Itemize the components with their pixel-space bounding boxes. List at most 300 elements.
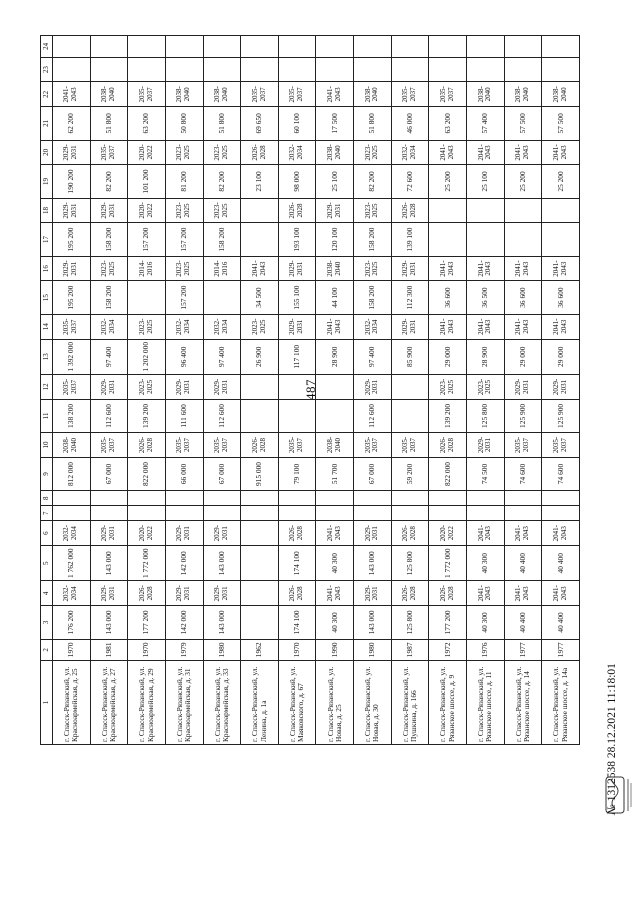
cost-cell: 29 000: [542, 339, 580, 375]
period-cell: 2026-2028: [278, 581, 316, 606]
period-cell: [467, 36, 505, 58]
cost-cell: 40 400: [504, 606, 542, 639]
cost-cell: 157 200: [165, 281, 203, 314]
cost-cell: 82 200: [203, 165, 241, 198]
period-cell: [429, 198, 467, 223]
period-cell: 2029-2031: [53, 198, 91, 223]
build-year-cell: 1981: [90, 639, 128, 661]
cost-cell: 67 000: [90, 457, 128, 490]
cost-cell: 63 200: [128, 107, 166, 140]
address-cell: г. Спасск-Рязанский, ул. Рязанское шоссе, д. 14: [504, 661, 542, 745]
column-header: 8: [41, 491, 53, 506]
period-cell: [504, 36, 542, 58]
build-year-cell: 1990: [316, 639, 354, 661]
cost-cell: 62 200: [53, 107, 91, 140]
period-cell: 2041-2043: [467, 521, 505, 546]
build-year-cell: 1962: [241, 639, 279, 661]
period-cell: 2032-2034: [391, 140, 429, 165]
build-year-cell: 1970: [128, 639, 166, 661]
cost-cell: 1 772 000: [429, 546, 467, 582]
cost-cell: [542, 57, 580, 82]
cost-cell: 40 400: [542, 606, 580, 639]
cost-cell: 57 500: [542, 107, 580, 140]
build-year-cell: 1970: [278, 639, 316, 661]
cost-cell: 36 600: [429, 281, 467, 314]
address-cell: г. Спасск-Рязанский, ул. Красноармейская, д. 31: [165, 661, 203, 745]
cost-cell: [467, 223, 505, 256]
period-cell: [278, 491, 316, 506]
cost-cell: 112 300: [391, 281, 429, 314]
cost-cell: 195 200: [53, 223, 91, 256]
period-cell: 2041-2043: [429, 140, 467, 165]
period-cell: 2029-2031: [90, 521, 128, 546]
cost-cell: 193 100: [278, 223, 316, 256]
period-cell: 2029-2031: [354, 521, 392, 546]
period-cell: 2029-2031: [316, 198, 354, 223]
period-cell: 2035-2037: [128, 82, 166, 107]
period-cell: 2035-2037: [90, 433, 128, 458]
cost-cell: [391, 399, 429, 432]
cost-cell: [128, 281, 166, 314]
period-cell: 2032-2034: [90, 314, 128, 339]
cost-cell: [429, 57, 467, 82]
cost-cell: 26 900: [241, 339, 279, 375]
cost-cell: [203, 506, 241, 521]
period-cell: 2023-2025: [203, 198, 241, 223]
cost-cell: [467, 506, 505, 521]
period-cell: 2041-2043: [53, 82, 91, 107]
cost-cell: 157 200: [165, 223, 203, 256]
period-cell: 2041-2043: [316, 581, 354, 606]
period-cell: [241, 375, 279, 400]
cost-cell: 60 100: [278, 107, 316, 140]
period-cell: 2035-2037: [278, 82, 316, 107]
period-cell: 2041-2043: [504, 314, 542, 339]
cost-cell: 158 200: [354, 223, 392, 256]
period-cell: [316, 491, 354, 506]
table-row: [128, 36, 166, 745]
cost-cell: [241, 57, 279, 82]
column-header: 2: [41, 639, 53, 661]
period-cell: 2023-2025: [429, 375, 467, 400]
period-cell: 2041-2043: [504, 521, 542, 546]
cost-cell: 57 500: [504, 107, 542, 140]
column-header: 12: [41, 375, 53, 400]
cost-cell: [53, 57, 91, 82]
period-cell: 2041-2043: [241, 256, 279, 281]
period-cell: 2035-2037: [429, 82, 467, 107]
period-cell: 2041-2043: [542, 256, 580, 281]
cost-cell: 28 900: [467, 339, 505, 375]
period-cell: 2026-2028: [241, 433, 279, 458]
period-cell: 2038-2040: [316, 140, 354, 165]
column-header: 14: [41, 314, 53, 339]
period-cell: 2035-2037: [278, 433, 316, 458]
period-cell: 2026-2028: [128, 433, 166, 458]
cost-cell: 143 000: [354, 606, 392, 639]
cost-cell: 143 000: [90, 546, 128, 582]
period-cell: 2029-2031: [467, 433, 505, 458]
period-cell: [542, 36, 580, 58]
cost-cell: 57 400: [467, 107, 505, 140]
cost-cell: 177 200: [429, 606, 467, 639]
table-row: [542, 36, 580, 745]
period-cell: 2023-2025: [165, 256, 203, 281]
build-year-cell: 1972: [429, 639, 467, 661]
period-cell: 2023-2025: [165, 198, 203, 223]
table-row: [391, 36, 429, 745]
table-row: [504, 36, 542, 745]
period-cell: [241, 521, 279, 546]
period-cell: 2041-2043: [316, 521, 354, 546]
period-cell: 2029-2031: [165, 375, 203, 400]
period-cell: 2029-2031: [90, 198, 128, 223]
build-year-cell: 1976: [467, 639, 505, 661]
cost-cell: 40 400: [542, 546, 580, 582]
period-cell: 2026-2028: [429, 433, 467, 458]
period-cell: [391, 36, 429, 58]
period-cell: 2038-2040: [504, 82, 542, 107]
period-cell: 2026-2028: [278, 198, 316, 223]
address-cell: г. Спасск-Рязанский, ул. Рязанское шоссе, д. 9: [429, 661, 467, 745]
period-cell: 2029-2031: [203, 581, 241, 606]
cost-cell: [90, 506, 128, 521]
cost-cell: 112 600: [203, 399, 241, 432]
column-header: 7: [41, 506, 53, 521]
build-year-cell: 1970: [53, 639, 91, 661]
build-year-cell: 1980: [203, 639, 241, 661]
cost-cell: 139 200: [429, 399, 467, 432]
period-cell: 2041-2043: [467, 581, 505, 606]
cost-cell: [165, 506, 203, 521]
period-cell: [90, 491, 128, 506]
column-header: 24: [41, 36, 53, 58]
period-cell: 2029-2031: [278, 314, 316, 339]
cost-cell: 158 200: [354, 281, 392, 314]
cost-cell: 158 200: [90, 223, 128, 256]
period-cell: [128, 36, 166, 58]
cost-cell: 67 000: [203, 457, 241, 490]
cost-cell: 1 392 000: [53, 339, 91, 375]
period-cell: 2035-2037: [165, 433, 203, 458]
cost-cell: [316, 57, 354, 82]
period-cell: [467, 198, 505, 223]
period-cell: 2041-2043: [467, 256, 505, 281]
table-row: [354, 36, 392, 745]
period-cell: [278, 375, 316, 400]
period-cell: [278, 36, 316, 58]
period-cell: 2029-2031: [391, 314, 429, 339]
period-cell: 2026-2028: [278, 521, 316, 546]
table-row: [278, 36, 316, 745]
cost-cell: 74 600: [542, 457, 580, 490]
period-cell: 2026-2028: [128, 581, 166, 606]
period-cell: [128, 491, 166, 506]
period-cell: [542, 198, 580, 223]
table-row: [429, 36, 467, 745]
cost-cell: 25 100: [467, 165, 505, 198]
cost-cell: 812 000: [53, 457, 91, 490]
cost-cell: 25 200: [542, 165, 580, 198]
cost-cell: [391, 57, 429, 82]
period-cell: 2038-2040: [90, 82, 128, 107]
number-sign: №: [606, 804, 618, 815]
period-cell: 2029-2031: [53, 140, 91, 165]
cost-cell: 142 000: [165, 546, 203, 582]
cost-cell: 40 300: [467, 546, 505, 582]
cost-cell: 125 800: [391, 606, 429, 639]
period-cell: 2029-2031: [53, 256, 91, 281]
cost-cell: [354, 57, 392, 82]
cost-cell: 63 200: [429, 107, 467, 140]
period-cell: [203, 36, 241, 58]
build-year-cell: 1987: [391, 639, 429, 661]
cost-cell: [278, 57, 316, 82]
cost-cell: [429, 223, 467, 256]
cost-cell: 74 500: [467, 457, 505, 490]
period-cell: 2041-2043: [429, 314, 467, 339]
cost-cell: [278, 399, 316, 432]
column-header: 13: [41, 339, 53, 375]
period-cell: 2029-2031: [504, 375, 542, 400]
cost-cell: 125 900: [542, 399, 580, 432]
address-cell: г. Спасск-Рязанский, ул. Рязанское шоссе, д. 11: [467, 661, 505, 745]
cost-cell: [53, 506, 91, 521]
cost-cell: 82 200: [90, 165, 128, 198]
period-cell: 2035-2037: [354, 433, 392, 458]
cost-cell: [429, 506, 467, 521]
address-cell: г. Спасск-Рязанский, ул. Красноармейская, д. 27: [90, 661, 128, 745]
cost-cell: [165, 57, 203, 82]
table-row: [53, 36, 91, 745]
cost-cell: 25 100: [316, 165, 354, 198]
period-cell: 2038-2040: [542, 82, 580, 107]
period-cell: 2029-2031: [354, 581, 392, 606]
cost-cell: 36 500: [467, 281, 505, 314]
period-cell: 2041-2043: [467, 314, 505, 339]
cost-cell: 195 200: [53, 281, 91, 314]
period-cell: 2029-2031: [542, 375, 580, 400]
period-cell: 2038-2040: [53, 433, 91, 458]
period-cell: [241, 36, 279, 58]
cost-cell: 1 202 000: [128, 339, 166, 375]
period-cell: 2038-2040: [203, 82, 241, 107]
period-cell: 2041-2043: [316, 82, 354, 107]
period-cell: 2032-2034: [278, 140, 316, 165]
period-cell: 2020-2022: [128, 521, 166, 546]
period-cell: 2041-2043: [542, 581, 580, 606]
cost-cell: 97 400: [90, 339, 128, 375]
cost-cell: 1 772 000: [128, 546, 166, 582]
period-cell: [354, 36, 392, 58]
cost-cell: 143 000: [203, 606, 241, 639]
cost-cell: [203, 57, 241, 82]
cost-cell: [354, 506, 392, 521]
cost-cell: 59 200: [391, 457, 429, 490]
cost-cell: [542, 223, 580, 256]
column-header: 10: [41, 433, 53, 458]
registration-datetime: 28.12.2021 11:18:01: [606, 663, 618, 759]
period-cell: 2020-2022: [128, 198, 166, 223]
cost-cell: [316, 399, 354, 432]
period-cell: [53, 491, 91, 506]
period-cell: 2029-2031: [90, 375, 128, 400]
period-cell: 2023-2025: [165, 140, 203, 165]
period-cell: 2023-2025: [467, 375, 505, 400]
cost-cell: 40 300: [316, 546, 354, 582]
column-header: 1: [41, 661, 53, 745]
period-cell: 2026-2028: [241, 140, 279, 165]
cost-cell: 25 200: [429, 165, 467, 198]
column-header: 20: [41, 140, 53, 165]
address-cell: г. Спасск-Рязанский, ул. Красноармейская, д. 25: [53, 661, 91, 745]
cost-cell: 79 100: [278, 457, 316, 490]
cost-cell: [316, 506, 354, 521]
period-cell: [241, 581, 279, 606]
cost-cell: 97 400: [354, 339, 392, 375]
period-cell: 2029-2031: [203, 375, 241, 400]
column-header: 23: [41, 57, 53, 82]
cost-cell: 143 000: [90, 606, 128, 639]
period-cell: [241, 198, 279, 223]
period-cell: 2038-2040: [316, 256, 354, 281]
cost-cell: 36 600: [504, 281, 542, 314]
column-header: 22: [41, 82, 53, 107]
table-row: [203, 36, 241, 745]
cost-cell: 40 300: [467, 606, 505, 639]
period-cell: [429, 491, 467, 506]
column-header: 4: [41, 581, 53, 606]
cost-cell: 158 200: [203, 223, 241, 256]
cost-cell: 50 800: [165, 107, 203, 140]
period-cell: 2026-2028: [391, 198, 429, 223]
cost-cell: 1 762 000: [53, 546, 91, 582]
period-cell: [391, 491, 429, 506]
cost-cell: 46 000: [391, 107, 429, 140]
period-cell: 2032-2034: [203, 314, 241, 339]
build-year-cell: 1979: [165, 639, 203, 661]
cost-cell: [504, 223, 542, 256]
cost-cell: 74 600: [504, 457, 542, 490]
cost-cell: 112 600: [90, 399, 128, 432]
cost-cell: 66 000: [165, 457, 203, 490]
period-cell: [241, 491, 279, 506]
cost-cell: 143 000: [203, 546, 241, 582]
cost-cell: 98 000: [278, 165, 316, 198]
period-cell: [203, 491, 241, 506]
period-cell: 2023-2025: [128, 375, 166, 400]
period-cell: 2026-2028: [391, 581, 429, 606]
capital-repair-table: [40, 35, 580, 745]
period-cell: 2029-2031: [90, 581, 128, 606]
period-cell: 2032-2034: [165, 314, 203, 339]
cost-cell: 125 800: [467, 399, 505, 432]
cost-cell: 111 600: [165, 399, 203, 432]
period-cell: [165, 491, 203, 506]
cost-cell: [203, 281, 241, 314]
column-header: 5: [41, 546, 53, 582]
table-row: [165, 36, 203, 745]
period-cell: 2014-2016: [128, 256, 166, 281]
column-header: 15: [41, 281, 53, 314]
period-cell: 2032-2034: [354, 314, 392, 339]
cost-cell: 82 200: [354, 165, 392, 198]
address-cell: г. Спасск-Рязанский, ул. Новая, д. 25: [316, 661, 354, 745]
period-cell: 2029-2031: [391, 256, 429, 281]
cost-cell: 29 000: [504, 339, 542, 375]
table-row: [316, 36, 354, 745]
period-cell: [467, 491, 505, 506]
cost-cell: [504, 506, 542, 521]
period-cell: 2041-2043: [504, 140, 542, 165]
cost-cell: 28 900: [316, 339, 354, 375]
period-cell: 2014-2016: [203, 256, 241, 281]
table-row: [467, 36, 505, 745]
column-header: 18: [41, 198, 53, 223]
period-cell: 2023-2025: [354, 140, 392, 165]
column-header: 16: [41, 256, 53, 281]
period-cell: [90, 36, 128, 58]
cost-cell: 72 600: [391, 165, 429, 198]
period-cell: 2020-2022: [128, 140, 166, 165]
column-header: 6: [41, 521, 53, 546]
period-cell: 2023-2025: [241, 314, 279, 339]
cost-cell: 117 100: [278, 339, 316, 375]
period-cell: [391, 375, 429, 400]
cost-cell: 155 100: [278, 281, 316, 314]
cost-cell: 23 100: [241, 165, 279, 198]
address-cell: г. Спасск-Рязанский, ул. Рязанское шоссе, д. 14а: [542, 661, 580, 745]
cost-cell: 67 000: [354, 457, 392, 490]
period-cell: [429, 36, 467, 58]
cost-cell: 17 500: [316, 107, 354, 140]
cost-cell: [128, 57, 166, 82]
cost-cell: [90, 57, 128, 82]
period-cell: 2029-2031: [203, 521, 241, 546]
cost-cell: 142 000: [165, 606, 203, 639]
period-cell: 2041-2043: [542, 140, 580, 165]
cost-cell: [391, 506, 429, 521]
period-cell: 2023-2025: [90, 256, 128, 281]
cost-cell: 139 200: [128, 399, 166, 432]
cost-cell: 85 900: [391, 339, 429, 375]
column-header: 9: [41, 457, 53, 490]
period-cell: 2038-2040: [354, 82, 392, 107]
cost-cell: [128, 506, 166, 521]
period-cell: 2038-2040: [165, 82, 203, 107]
period-cell: [53, 36, 91, 58]
period-cell: 2041-2043: [542, 521, 580, 546]
period-cell: 2029-2031: [165, 581, 203, 606]
cost-cell: 120 100: [316, 223, 354, 256]
period-cell: [542, 491, 580, 506]
period-cell: 2023-2025: [354, 256, 392, 281]
address-cell: г. Спасск-Рязанский, ул. Красноармейская, д. 29: [128, 661, 166, 745]
period-cell: 2029-2031: [165, 521, 203, 546]
cost-cell: 822 000: [429, 457, 467, 490]
period-cell: 2020-2022: [429, 521, 467, 546]
period-cell: 2035-2037: [391, 82, 429, 107]
period-cell: 2023-2025: [203, 140, 241, 165]
period-cell: 2035-2037: [90, 140, 128, 165]
cost-cell: 190 200: [53, 165, 91, 198]
period-cell: 2032-2034: [53, 521, 91, 546]
build-year-cell: 1977: [504, 639, 542, 661]
period-cell: 2035-2037: [241, 82, 279, 107]
period-cell: 2035-2037: [504, 433, 542, 458]
period-cell: 2026-2028: [429, 581, 467, 606]
period-cell: 2041-2043: [316, 314, 354, 339]
